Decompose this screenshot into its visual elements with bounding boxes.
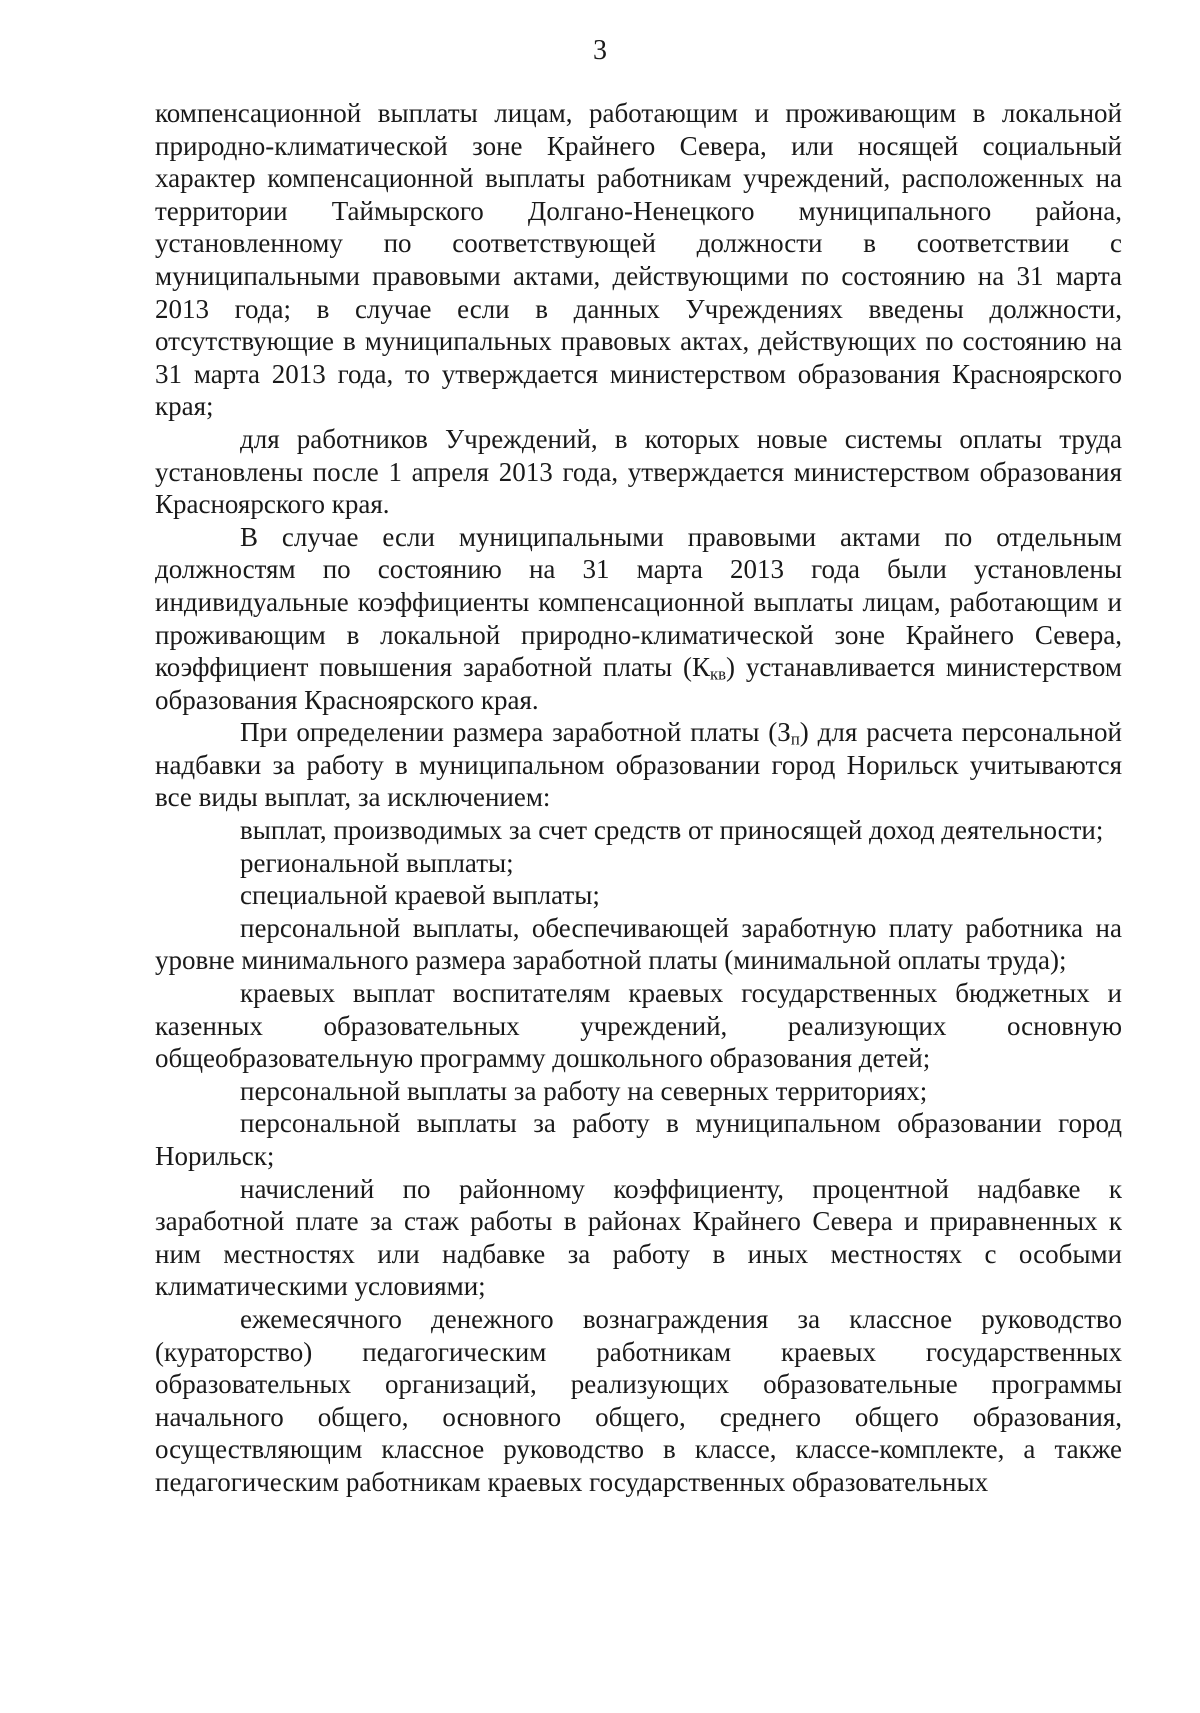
page-number: 3 bbox=[593, 35, 607, 66]
list-item-income-activity: выплат, производимых за счет средств от приносящей доход деятельности; bbox=[240, 815, 1104, 846]
paragraph-text: ) устанавливается министерством образования Красноярского края. bbox=[155, 652, 1122, 715]
paragraph-compensation-continuation: компенсационной выплаты лицам, работающим и проживающим в локальной природно-климатической зоне Крайнего Севера, или носящей социальный характер компенсационной выплаты работникам учреждений, расположенных на территории Таймырского Долгано-Ненецкого муниципального района, установленному по соответствующей должности в соответствии с муниципальными правовыми актами, действующими по состоянию на 31 марта 2013 года; в случае если в данных Учреждениях введены должности, отсутствующие в муниципальных правовых актах, действующих по состоянию на 31 марта 2013 года, то утверждается министерством образования Красноярского края; bbox=[155, 98, 1122, 422]
document-body bbox=[155, 97, 1122, 1499]
list-item-regional-payment: региональной выплаты; bbox=[240, 847, 514, 878]
paragraph-new-pay-systems: для работников Учреждений, в которых новые системы оплаты труда установлены после 1 апреля 2013 года, утверждается министерством образования Красноярского края. bbox=[155, 423, 1122, 520]
list-item-northern-territories: персональной выплаты за работу на северных территориях; bbox=[240, 1075, 928, 1106]
paragraph-text: ) для расчета персональной надбавки за работу в муниципальном образовании город Норильск учитываются все виды выплат, за исключением: bbox=[155, 717, 1123, 813]
paragraph-individual-coefficients bbox=[155, 521, 1122, 717]
list-item-class-guidance-reward: ежемесячного денежного вознаграждения за классное руководство (кураторство) педагогическим работникам краевых государственных образовательных организаций, реализующих образовательные программы начального общего, основного общего, среднего общего образования, осуществляющим классное руководство в классе, классе-комплекте, а также педагогическим работникам краевых государственных образовательных bbox=[155, 1303, 1122, 1497]
paragraph-salary-determination bbox=[155, 716, 1122, 814]
paragraph-text: При определении размера заработной платы (З bbox=[240, 717, 791, 748]
subscript-p: п bbox=[790, 729, 800, 749]
list-item-special-regional-payment: специальной краевой выплаты; bbox=[240, 880, 600, 911]
paragraph-text: В случае если муниципальными правовыми актами по отдельным должностям по состоянию на 31 марта 2013 года были установлены индивидуальные коэффициенты компенсационной выплаты лицам, работающим и проживающим в локальной природно-климатической зоне Крайнего Севера, коэффициент повышения заработной платы (К bbox=[155, 521, 1122, 683]
list-item-minimum-wage-payment: персональной выплаты, обеспечивающей заработную плату работника на уровне минимального размера заработной платы (минимальной оплаты труда); bbox=[155, 912, 1122, 976]
subscript-kv: кв bbox=[709, 664, 727, 684]
list-item-educator-payments: краевых выплат воспитателям краевых государственных бюджетных и казенных образовательных учреждений, реализующих основную общеобразовательную программу дошкольного образования детей; bbox=[155, 978, 1122, 1074]
list-item-norilsk-payment: персональной выплаты за работу в муниципальном образовании город Норильск; bbox=[155, 1108, 1122, 1171]
list-item-regional-coefficient: начислений по районному коэффициенту, процентной надбавке к заработной плате за стаж работы в районах Крайнего Севера и приравненных к ним местностях или надбавке за работу в иных местностях с особыми климатическими условиями; bbox=[155, 1173, 1122, 1302]
